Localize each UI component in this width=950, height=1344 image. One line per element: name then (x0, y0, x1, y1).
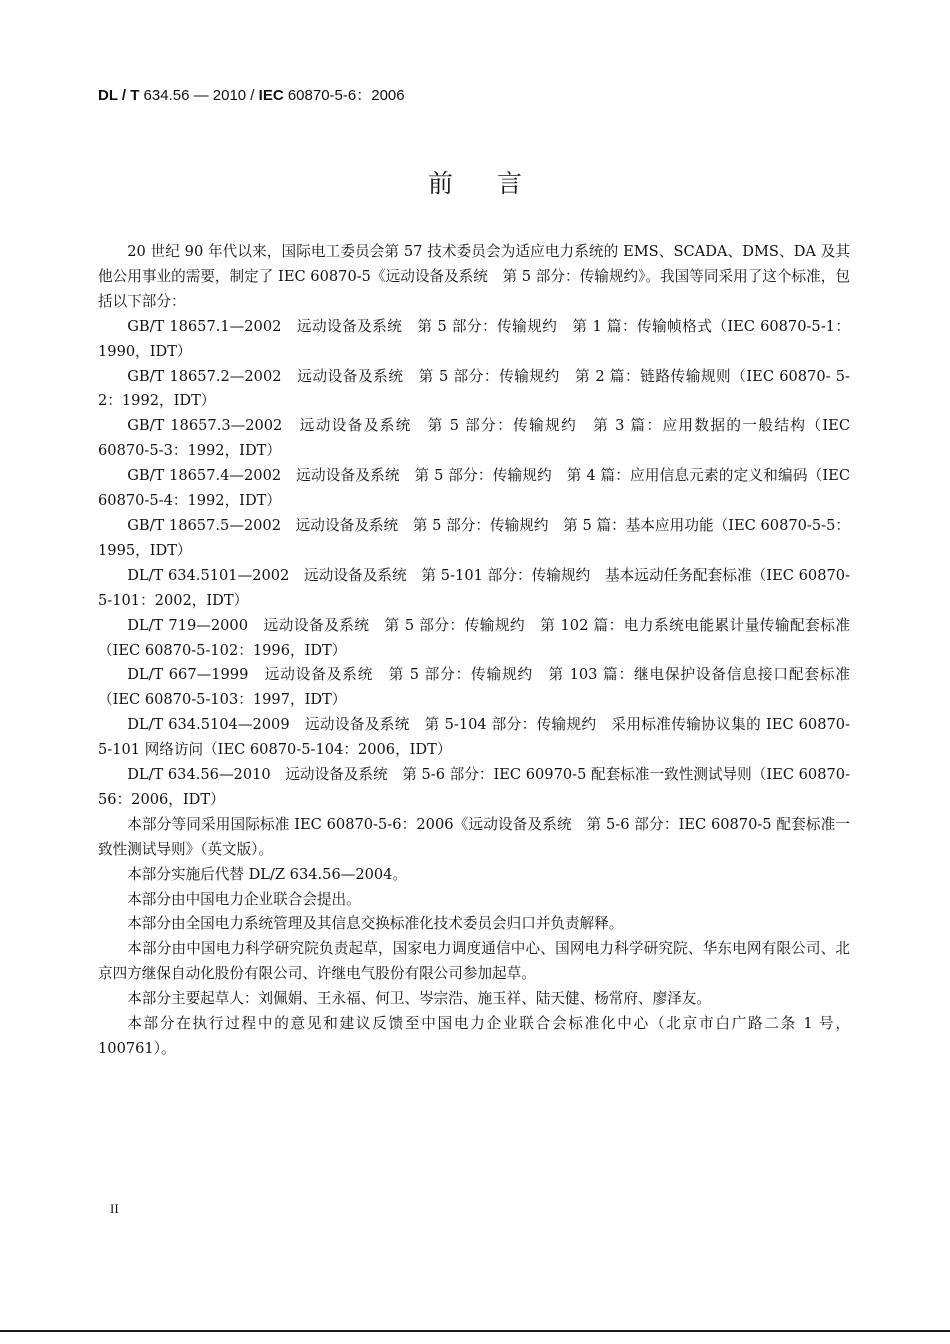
paragraph: DL/T 667—1999 远动设备及系统 第 5 部分：传输规约 第 103 篇：继电保护设备信息接口配套标准（IEC 60870-5-103：1997，IDT） (98, 666, 850, 709)
paragraph: GB/T 18657.4—2002 远动设备及系统 第 5 部分：传输规约 第 4 篇：应用信息元素的定义和编码（IEC 60870-5-4：1992，IDT） (98, 467, 850, 510)
foreword-body (98, 240, 850, 1062)
header-code-prefix: DL / T (98, 87, 140, 104)
page-number: II (110, 1201, 119, 1216)
paragraph: GB/T 18657.2—2002 远动设备及系统 第 5 部分：传输规约 第 2 篇：链路传输规则（IEC 60870- 5-2：1992，IDT） (98, 367, 850, 410)
paragraph: 本部分等同采用国际标准 IEC 60870-5-6：2006《远动设备及系统 第 5-6 部分：IEC 60870-5 配套标准一致性测试导则》（英文版）。 (98, 815, 850, 858)
paragraph: 本部分由全国电力系统管理及其信息交换标准化技术委员会归口并负责解释。 (127, 915, 624, 933)
paragraph: DL/T 634.5101—2002 远动设备及系统 第 5-101 部分：传输规约 基本远动任务配套标准（IEC 60870-5-101：2002，IDT） (98, 566, 850, 609)
paragraph: DL/T 634.5104—2009 远动设备及系统 第 5-104 部分：传输规约 采用标准传输协议集的 IEC 60870-5-101 网络访问（IEC 60870-5-104：2006，IDT） (98, 716, 850, 759)
header-iec-prefix: IEC (258, 87, 284, 104)
paragraph: 本部分主要起草人：刘佩娟、王永福、何卫、岑宗浩、施玉祥、陆天健、杨常府、廖泽友。 (127, 990, 711, 1008)
header-code-mid: 634.56 — 2010 / (139, 87, 259, 104)
paragraph: 本部分在执行过程中的意见和建议反馈至中国电力企业联合会标准化中心（北京市白广路二条 1 号，100761）。 (98, 1015, 850, 1057)
document-header (98, 84, 405, 105)
paragraph: 本部分由中国电力科学研究院负责起草，国家电力调度通信中心、国网电力科学研究院、华东电网有限公司、北京四方继保自动化股份有限公司、许继电气股份有限公司参加起草。 (98, 940, 850, 983)
paragraph: DL/T 634.56—2010 远动设备及系统 第 5-6 部分：IEC 60970-5 配套标准一致性测试导则（IEC 60870-56：2006，IDT） (98, 766, 850, 808)
paragraph: 20 世纪 90 年代以来，国际电工委员会第 57 技术委员会为适应电力系统的 EMS、SCADA、DMS、DA 及其他公用事业的需要，制定了 IEC 60870-5《远动设备及系统 第 5 部分：传输规约》。我国等同采用了这个标准，包括以下部分： (98, 243, 850, 310)
paragraph: DL/T 719—2000 远动设备及系统 第 5 部分：传输规约 第 102 篇：电力系统电能累计量传输配套标准（IEC 60870-5-102：1996，IDT） (98, 616, 850, 659)
paragraph: 本部分实施后代替 DL/Z 634.56—2004。 (127, 865, 408, 883)
paragraph: GB/T 18657.5—2002 远动设备及系统 第 5 部分：传输规约 第 5 篇：基本应用功能（IEC 60870-5-5：1995，IDT） (98, 516, 850, 559)
page-title: 前言 (427, 169, 566, 198)
paragraph: GB/T 18657.3—2002 远动设备及系统 第 5 部分：传输规约 第 3 篇：应用数据的一般结构（IEC 60870-5-3：1992，IDT） (98, 417, 850, 460)
paragraph: 本部分由中国电力企业联合会提出。 (127, 890, 361, 908)
header-iec-rest: 60870-5-6：2006 (283, 87, 405, 104)
paragraph: GB/T 18657.1—2002 远动设备及系统 第 5 部分：传输规约 第 1 篇：传输帧格式（IEC 60870-5-1：1990，IDT） (98, 317, 850, 360)
bottom-divider (0, 1330, 950, 1332)
